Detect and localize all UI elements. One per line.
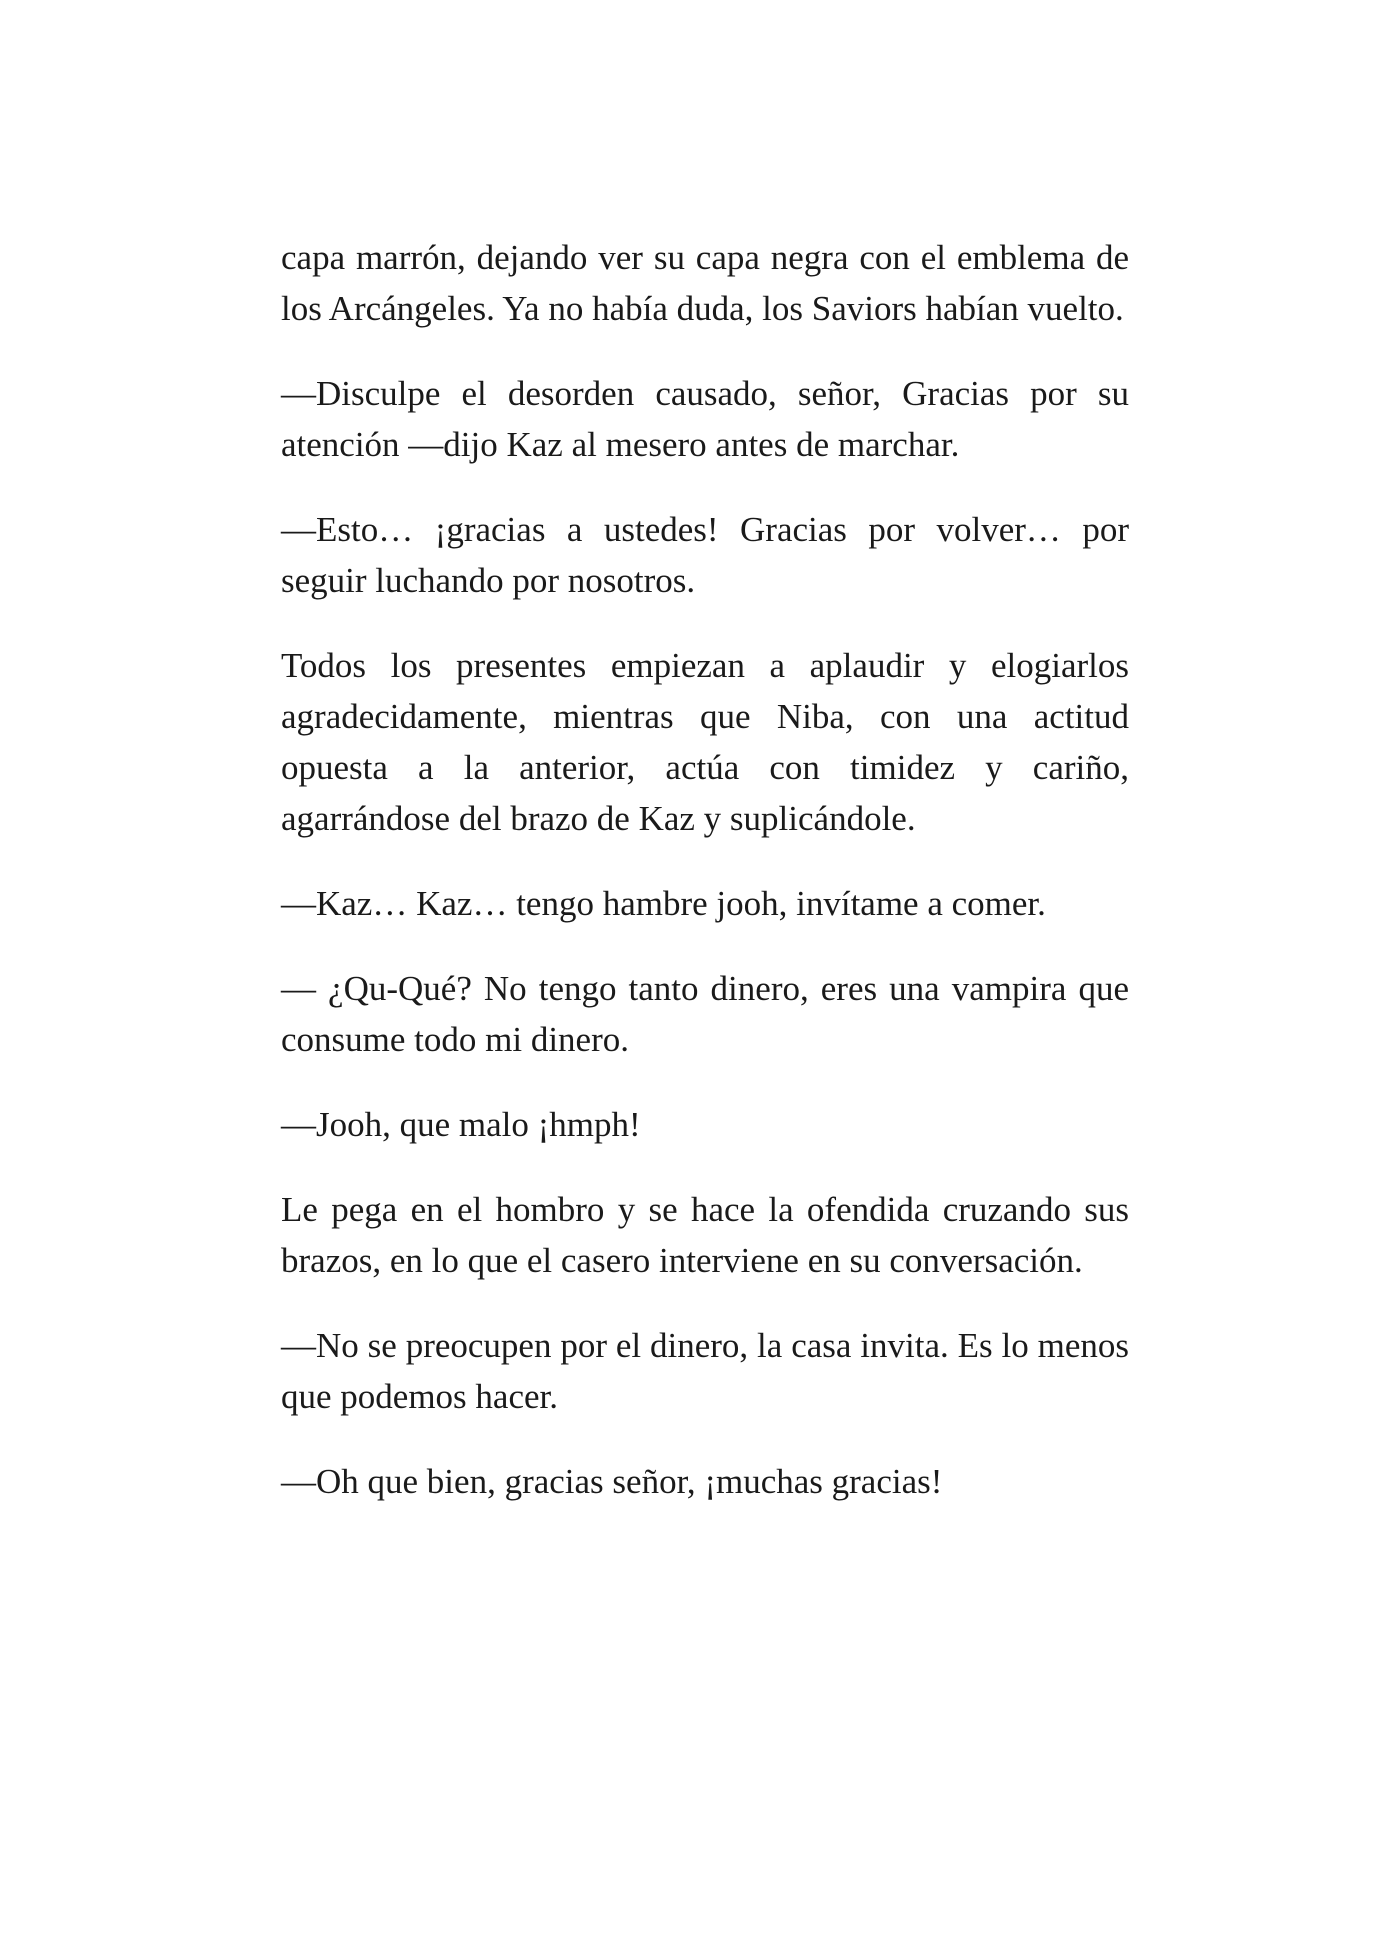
paragraph-9: —No se preocupen por el dinero, la casa invita. Es lo menos que podemos hacer. <box>281 1326 1129 1416</box>
paragraph-6: — ¿Qu-Qué? No tengo tanto dinero, eres una vampira que consume todo mi dinero. <box>281 969 1129 1059</box>
paragraph-5: —Kaz… Kaz… tengo hambre jooh, invítame a comer. <box>281 884 1046 923</box>
paragraph-7: —Jooh, que malo ¡hmph! <box>281 1105 641 1144</box>
page-body-text <box>281 232 1129 1541</box>
paragraph-8: Le pega en el hombro y se hace la ofendida cruzando sus brazos, en lo que el casero interviene en su conversación. <box>281 1190 1129 1280</box>
paragraph-10: —Oh que bien, gracias señor, ¡muchas gracias! <box>281 1462 943 1501</box>
paragraph-2: —Disculpe el desorden causado, señor, Gracias por su atención —dijo Kaz al mesero antes de marchar. <box>281 374 1129 464</box>
paragraph-3: —Esto… ¡gracias a ustedes! Gracias por volver… por seguir luchando por nosotros. <box>281 510 1129 600</box>
paragraph-1: capa marrón, dejando ver su capa negra con el emblema de los Arcángeles. Ya no había duda, los Saviors habían vuelto. <box>281 238 1129 328</box>
paragraph-4: Todos los presentes empiezan a aplaudir y elogiarlos agradecidamente, mientras que Niba, con una actitud opuesta a la anterior, actúa con timidez y cariño, agarrándose del brazo de Kaz y suplicándole. <box>281 646 1129 838</box>
